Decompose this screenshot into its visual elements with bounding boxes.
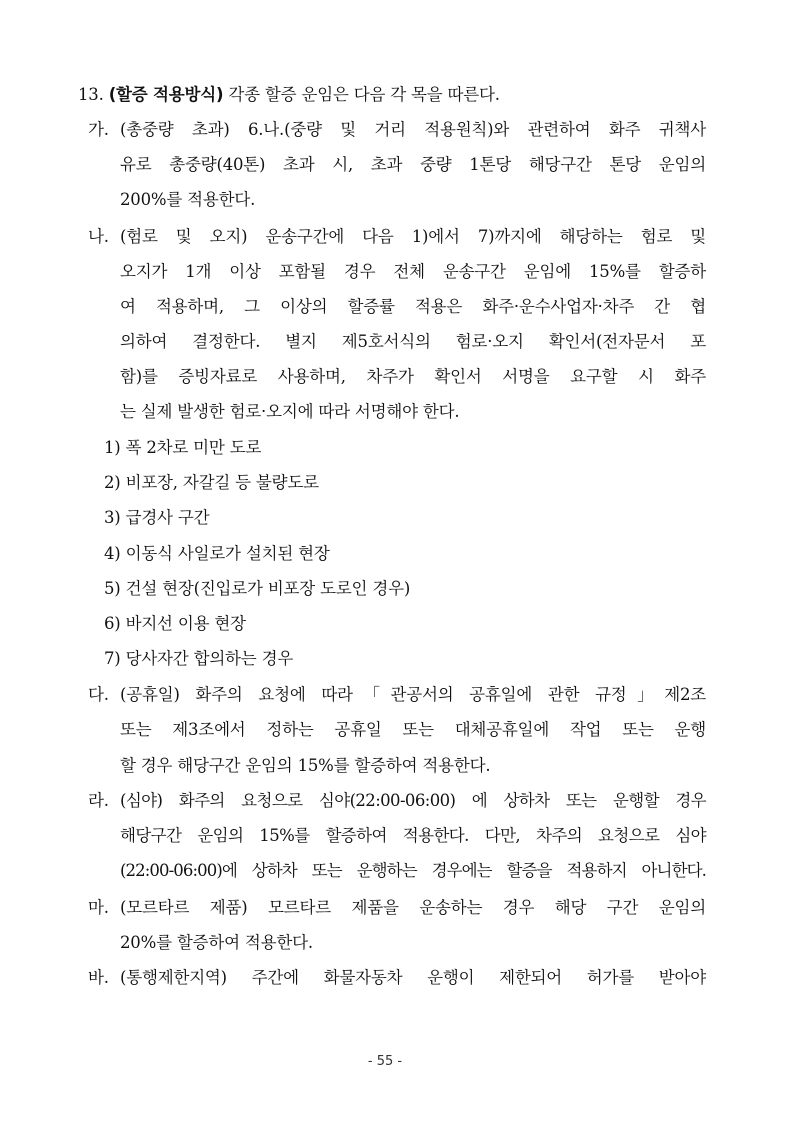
subitem: 6) 바지선 이용 현장 [104,614,246,633]
item-text-line: 유로 총중량(40톤) 초과 시, 초과 중량 1톤당 해당구간 톤당 운임의 [120,155,706,174]
item-label: 나. [88,227,109,246]
section-title: (할증 적용방식) [108,85,224,104]
item-text-line: 해당구간 운임의 15%를 할증하여 적용한다. 다만, 차주의 요청으로 심야 [120,826,706,845]
item-text-line: (공휴일) 화주의 요청에 따라「관공서의 공휴일에 관한 규정」제2조 [120,685,706,704]
item-text-line: 할 경우 해당구간 운임의 15%를 할증하여 적용한다. [120,756,491,775]
subitem: 2) 비포장, 자갈길 등 불량도로 [104,473,319,492]
subitem: 4) 이동식 사일로가 설치된 현장 [104,544,330,563]
subitem: 3) 급경사 구간 [104,508,210,527]
section-heading [78,84,500,106]
item-text-line: 여 적용하며, 그 이상의 할증률 적용은 화주·운수사업자·차주 간 협 [120,297,706,316]
subitem: 7) 당사자간 합의하는 경우 [104,649,294,668]
item-text-line: 200%를 적용한다. [120,190,256,209]
item-label: 가. [88,120,109,139]
item-label: 라. [88,791,109,810]
item-label: 바. [88,968,109,987]
item-text-line: 의하여 결정한다. 별지 제5호서식의 험로·오지 확인서(전자문서 포 [120,332,706,351]
item-text-line: 함)를 증빙자료로 사용하며, 차주가 확인서 서명을 요구할 시 화주 [120,367,706,386]
section-number: 13. [78,85,104,104]
item-label: 다. [88,685,109,704]
item-text-line: 오지가 1개 이상 포함될 경우 전체 운송구간 운임에 15%를 할증하 [120,262,706,281]
page-number: - 55 - [367,1054,403,1069]
item-text-line: 는 실제 발생한 험로·오지에 따라 서명해야 한다. [120,402,460,421]
item-text-line: (험로 및 오지) 운송구간에 다음 1)에서 7)까지에 해당하는 험로 및 [120,227,706,246]
item-text-line: (총중량 초과) 6.나.(중량 및 거리 적용원칙)와 관련하여 화주 귀책사 [120,120,706,139]
subitem: 5) 건설 현장(진입로가 비포장 도로인 경우) [104,579,411,598]
subitem: 1) 폭 2차로 미만 도로 [104,438,262,457]
item-text-line: 20%를 할증하여 적용한다. [120,933,313,952]
item-text-line: 또는 제3조에서 정하는 공휴일 또는 대체공휴일에 작업 또는 운행 [120,720,706,739]
item-text-line: (모르타르 제품) 모르타르 제품을 운송하는 경우 해당 구간 운임의 [120,898,706,917]
item-label: 마. [88,898,109,917]
section-intro: 각종 할증 운임은 다음 각 목을 따른다. [228,85,500,104]
item-text-line: (22:00-06:00)에 상하차 또는 운행하는 경우에는 할증을 적용하지 아니한다. [120,861,706,880]
item-text-line: (통행제한지역) 주간에 화물자동차 운행이 제한되어 허가를 받아야 [120,968,706,987]
item-text-line: (심야) 화주의 요청으로 심야(22:00-06:00) 에 상하차 또는 운행할 경우 [120,791,706,810]
